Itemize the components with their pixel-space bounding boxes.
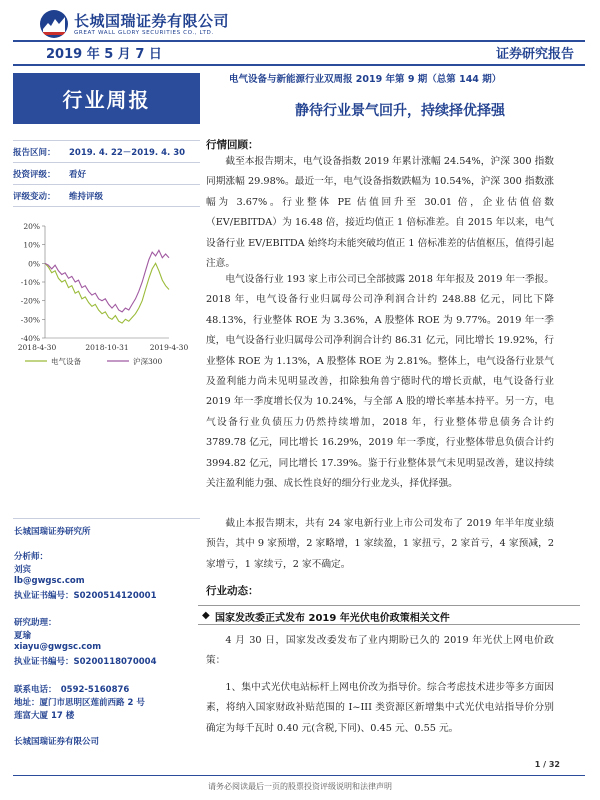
company-footer-name: 长城国瑞证券有限公司 <box>14 737 100 747</box>
meta-divider <box>13 206 200 207</box>
header-divider <box>13 40 585 42</box>
logo-mark-icon <box>40 10 68 38</box>
page-number: 1 / 32 <box>534 760 560 769</box>
meta-divider <box>13 162 200 163</box>
banner-label: 行业周报 <box>62 88 151 112</box>
y-tick-label: 20% <box>23 222 40 231</box>
x-tick-label: 2019-4-30 <box>149 343 189 352</box>
analyst-cert: 执业证书编号：S0200514120001 <box>14 591 157 601</box>
company-logo <box>40 10 270 42</box>
contact-divider <box>13 518 200 519</box>
x-tick-label: 2018-10-31 <box>85 343 129 352</box>
header-divider-2 <box>13 64 585 66</box>
assistant-cert: 执业证书编号：S0200118070004 <box>14 657 157 667</box>
assistant-label: 研究助理： <box>14 618 57 628</box>
report-date: 2019 年 5 月 7 日 <box>46 47 162 62</box>
company-name-cn: 长城国瑞证券有限公司 <box>74 12 230 30</box>
paragraph-policy-intro: 4 月 30 日，国家发改委发布了业内期盼已久的 2019 年光伏上网电价政策： <box>206 635 554 667</box>
contact-address: 地址：厦门市思明区莲前西路 2 号 <box>14 698 145 708</box>
weekly-report-banner <box>13 73 200 124</box>
report-type: 证券研究报告 <box>495 47 574 62</box>
diamond-bullet-icon: ◆ <box>202 610 210 621</box>
industry-news-title: 行业动态： <box>206 585 259 597</box>
contact-address-2: 莲富大厦 17 楼 <box>14 711 75 721</box>
y-tick-label: -40% <box>20 334 40 343</box>
meta-rating: 投资评级： 看好 <box>13 170 87 180</box>
company-name-en: GREAT WALL GLORY SECURITIES CO., LTD. <box>74 30 214 36</box>
meta-report-period: 报告区间： 2019. 4. 22－2019. 4. 30 <box>13 148 186 158</box>
performance-chart-svg <box>13 218 200 378</box>
analyst-label: 分析师： <box>14 552 49 562</box>
meta-divider <box>13 184 200 185</box>
contact-phone: 联系电话： 0592-5160876 <box>14 685 130 695</box>
y-tick-label: -30% <box>20 315 40 325</box>
legend-label: 沪深300 <box>133 357 163 366</box>
y-tick-label: -10% <box>20 278 40 287</box>
report-subtitle: 电气设备与新能源行业双周报 2019 年第 9 期（总第 144 期） <box>229 74 502 85</box>
paragraph-policy-point-1: 1、集中式光伏电站标杆上网电价改为指导价。综合考虑技术进步等多方面因素，将纳入国家财政补贴范围的 I~III 类资源区新增集中式光伏电站指导价分别确定为每千瓦时 0.40 元(含税,下同)、0.45 元、0.55 元。 <box>206 682 554 734</box>
meta-rating-change: 评级变动： 维持评级 <box>13 192 104 202</box>
analyst-email[interactable]: lb@gwgsc.com <box>14 576 85 586</box>
legend-label: 电气设备 <box>51 357 81 366</box>
y-tick-label: -20% <box>20 296 40 306</box>
series-line-0 <box>45 263 169 323</box>
news-headline: 国家发改委正式发布 2019 年光伏电价政策相关文件 <box>215 613 450 624</box>
footer-divider <box>13 775 585 776</box>
institute-name: 长城国瑞证券研究所 <box>14 527 91 537</box>
performance-chart <box>13 218 200 378</box>
assistant-name: 夏瑜 <box>14 631 32 641</box>
paragraph-index-performance: 截至本报告期末，电气设备指数 2019 年累计涨幅 24.54%，沪深 300 指数同期涨幅 29.98%。最近一年，电气设备指数跌幅为 10.54%，沪深 300 指数涨幅为 3.67%。行业整体 PE 估值回升至 30.01 倍，企业估值倍数（EV/EBITDA）为 16.48 倍，接近均值正 1 倍标准差。自 2015 年以来，电气设备行业 EV/EBITDA 始终均未能突破均值正 1 倍标准差的估值枢压，值得引起注意。 <box>206 156 554 270</box>
market-review-title: 行情回顾： <box>206 139 259 151</box>
analyst-name: 刘宾 <box>14 565 32 575</box>
paragraph-earnings: 电气设备行业 193 家上市公司已全部披露 2018 年年报及 2019 年一季报。2018 年，电气设备行业归属母公司净利润合计约 248.88 亿元，同比下降 48.13%，行业整体 ROE 为 3.36%，A 股整体 ROE 为 9.77%。2019 年一季度，电气设备行业归属母公司净利润合计约 86.31 亿元，同比增长 19.92%，行业整体 ROE 为 1.13%，A 股整体 ROE 为 2.81%。整体上，电气设备行业景气及盈利能力尚未见明显改善，扣除独角兽宁德时代的增长贡献，电气设备行业 2019 年一季度增长仅为 10.24%，与全部 A 股的增长率基本持平。另一方，电气设备行业负债压力仍然持续增加，2018 年，行业整体带息债务合计约 3789.78 亿元，同比增长 16.29%，2019 年一季度，行业整体带息负债合计约 3994.82 亿元，同比增长 17.39%。鉴于行业整体景气未见明显改善，建议持续关注盈利能力强、成长性良好的细分行业龙头，择优择强。 <box>206 274 554 490</box>
paragraph-preannouncements: 截止本报告期末，共有 24 家电新行业上市公司发布了 2019 年半年度业绩预告，其中 9 家预增，2 家略增，1 家续盈，1 家扭亏，2 家首亏，4 家预减，2 家增亏，1 家续亏，2 家不确定。 <box>206 518 554 570</box>
x-tick-label: 2018-4-30 <box>17 343 57 352</box>
disclaimer-footer: 请务必阅读最后一页的股票投资评级说明和法律声明 <box>208 782 392 791</box>
assistant-email[interactable]: xiayu@gwgsc.com <box>14 642 102 652</box>
report-headline: 静待行业景气回升，持续择优择强 <box>295 103 505 119</box>
y-tick-label: 10% <box>23 240 40 250</box>
y-tick-label: 0% <box>28 259 40 269</box>
meta-divider <box>13 140 200 141</box>
news-headline-box <box>198 605 580 625</box>
